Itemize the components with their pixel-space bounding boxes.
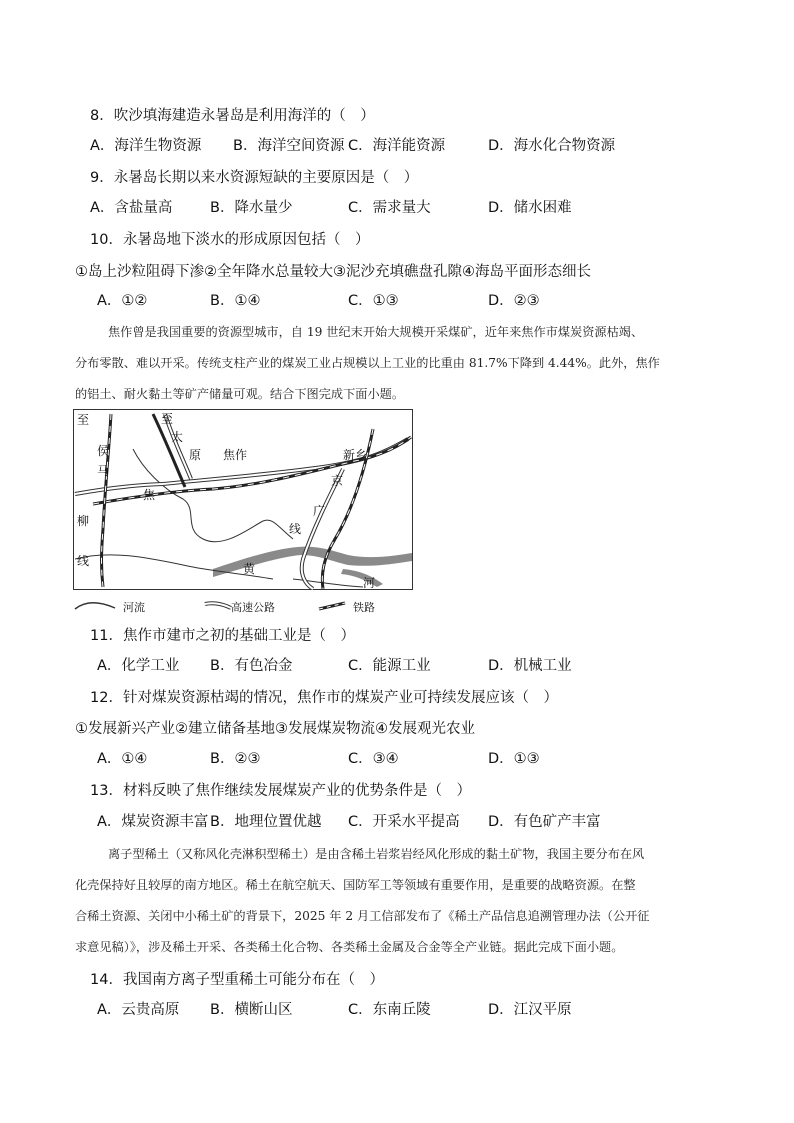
jiaozuo-map	[73, 409, 413, 590]
passage-2-line-1: 离子型稀土（又称风化壳淋积型稀土）是由含稀土岩浆岩经风化形成的黏土矿物，我国主要分布在风	[108, 847, 645, 861]
legend-river-symbol	[73, 599, 117, 613]
q13-option-d[interactable]: D．有色矿产丰富	[488, 814, 601, 830]
passage-1-line-2: 分布零散、难以开采。传统支柱产业的煤炭工业占规模以上工业的比重由 81.7%下降到 4.44%。此外，焦作	[75, 356, 660, 370]
map-label-guang: 广	[313, 504, 326, 518]
q13-option-c[interactable]: C．开采水平提高	[348, 814, 460, 830]
q14-option-c[interactable]: C．东南丘陵	[348, 1002, 431, 1018]
q12-option-d[interactable]: D．①③	[488, 751, 540, 767]
map-label-zhi-2: 至	[161, 412, 174, 426]
q8-option-c[interactable]: C．海洋能资源	[348, 138, 446, 154]
map-label-hou: 侯	[97, 444, 110, 458]
legend-railway-symbol	[317, 599, 347, 613]
q9-option-a[interactable]: A．含盐量高	[90, 200, 173, 216]
question-12-stem: 12．针对煤炭资源枯竭的情况，焦作市的煤炭产业可持续发展应该（ ）	[90, 690, 558, 706]
q9-option-d[interactable]: D．储水困难	[488, 200, 572, 216]
passage-1-line-1: 焦作曾是我国重要的资源型城市，自 19 世纪末开始大规模开采煤矿，近年来焦作市煤炭资源枯竭、	[108, 325, 644, 339]
map-legend	[73, 597, 413, 617]
passage-2-line-2: 化壳保持好且较厚的南方地区。稀土在航空航天、国防军工等领域有重要作用，是重要的战略资源。在整	[75, 878, 636, 892]
q12-option-b[interactable]: B．②③	[210, 751, 261, 767]
legend-highway-symbol	[203, 599, 233, 613]
map-label-tai: 太	[171, 430, 184, 444]
q12-option-c[interactable]: C．③④	[348, 751, 399, 767]
map-label-ma: 马	[97, 464, 110, 478]
q13-option-a[interactable]: A．煤炭资源丰富	[97, 814, 209, 830]
q11-option-a[interactable]: A．化学工业	[97, 658, 180, 674]
q10-option-d[interactable]: D．②③	[488, 293, 540, 309]
map-label-yuan: 原	[189, 448, 202, 462]
question-14-stem: 14．我国南方离子型重稀土可能分布在（ ）	[90, 972, 384, 988]
q8-option-b[interactable]: B．海洋空间资源	[233, 138, 345, 154]
q10-option-b[interactable]: B．①④	[210, 293, 261, 309]
q14-option-b[interactable]: B．横断山区	[210, 1002, 293, 1018]
question-8-stem: 8．吹沙填海建造永暑岛是利用海洋的（ ）	[90, 108, 375, 124]
map-label-xian-2: 线	[289, 522, 302, 536]
q10-option-a[interactable]: A．①②	[97, 293, 148, 309]
legend-river-label: 河流	[123, 601, 145, 614]
q10-option-c[interactable]: C．①③	[348, 293, 399, 309]
q9-option-b[interactable]: B．降水量少	[210, 200, 293, 216]
map-label-jing: 京	[331, 474, 344, 488]
map-label-huang: 黄	[243, 562, 256, 576]
q11-option-b[interactable]: B．有色冶金	[210, 658, 293, 674]
q8-option-d[interactable]: D．海水化合物资源	[488, 138, 616, 154]
q13-option-b[interactable]: B．地理位置优越	[210, 814, 322, 830]
q14-option-a[interactable]: A．云贵高原	[97, 1002, 180, 1018]
q14-option-d[interactable]: D．江汉平原	[488, 1002, 572, 1018]
map-label-jiaozuo: 焦作	[223, 448, 248, 462]
question-13-stem: 13．材料反映了焦作继续发展煤炭产业的优势条件是（ ）	[90, 783, 471, 799]
map-label-liu: 柳	[77, 514, 90, 528]
q11-option-d[interactable]: D．机械工业	[488, 658, 572, 674]
map-label-xian-1: 线	[77, 554, 90, 568]
legend-highway-label: 高速公路	[231, 601, 275, 614]
q8-option-a[interactable]: A．海洋生物资源	[90, 138, 202, 154]
passage-2-line-4: 求意见稿）》，涉及稀土开采、各类稀土化合物、各类稀土金属及合金等全产业链。据此完成下面小题。	[75, 940, 624, 954]
question-10-stem: 10．永暑岛地下淡水的形成原因包括（ ）	[90, 232, 370, 248]
q12-option-a[interactable]: A．①④	[97, 751, 148, 767]
map-label-xinxiang: 新乡	[343, 448, 368, 462]
question-11-stem: 11．焦作市建市之初的基础工业是（ ）	[90, 628, 355, 644]
q11-option-c[interactable]: C．能源工业	[348, 658, 431, 674]
map-label-jiao: 焦	[143, 488, 156, 502]
question-10-statements: ①岛上沙粒阻碍下渗②全年降水总量较大③泥沙充填礁盘孔隙④海岛平面形态细长	[75, 264, 591, 280]
passage-2-line-3: 合稀土资源、关闭中小稀土矿的背景下，2025 年 2 月工信部发布了《稀土产品信息追溯管理办法（公开征	[75, 909, 650, 923]
map-label-he: 河	[363, 576, 376, 590]
question-9-stem: 9．永暑岛长期以来水资源短缺的主要原因是（ ）	[90, 170, 419, 186]
map-label-zhi-1: 至	[77, 413, 90, 427]
q9-option-c[interactable]: C．需求量大	[348, 200, 431, 216]
question-12-statements: ①发展新兴产业②建立储备基地③发展煤炭物流④发展观光农业	[75, 721, 475, 737]
passage-1-line-3: 的铝土、耐火黏土等矿产储量可观。结合下图完成下面小题。	[75, 387, 405, 401]
legend-railway-label: 铁路	[353, 601, 375, 614]
